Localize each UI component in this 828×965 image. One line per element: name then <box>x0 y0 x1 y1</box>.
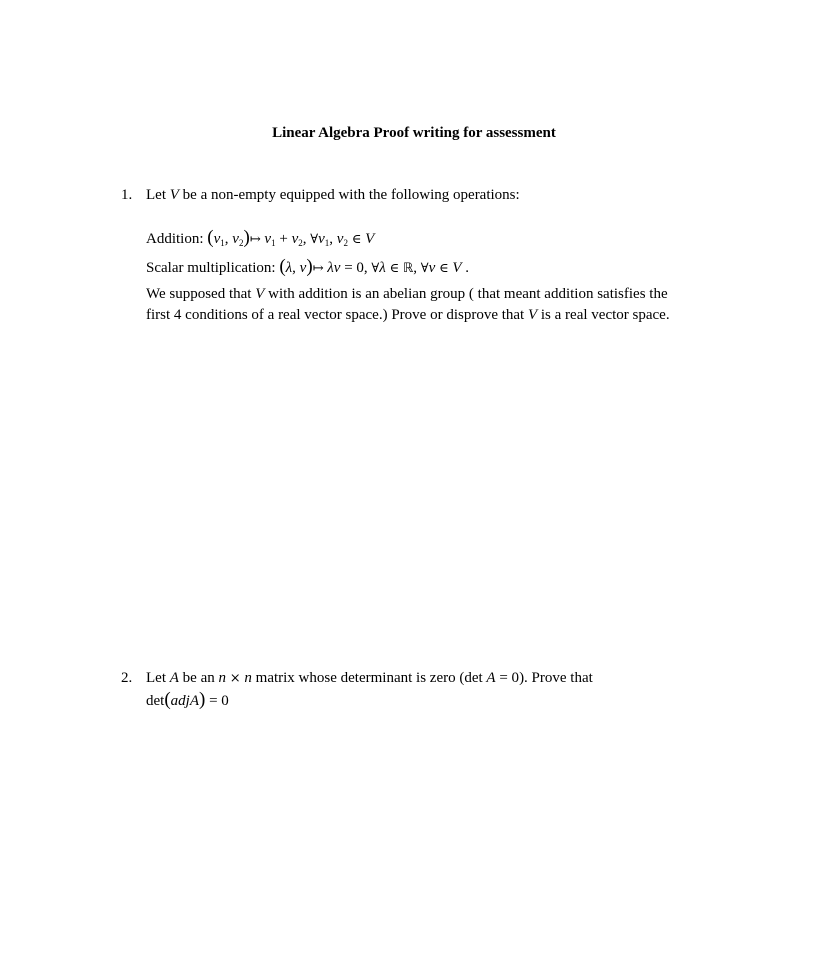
problem-1-body-line-2 <box>146 306 670 324</box>
scalar-label: Scalar multiplication: <box>146 260 276 276</box>
line-1-text-c: matrix whose determinant is zero ( <box>255 670 465 686</box>
det-adj-formula: det(adjA) = 0 <box>146 689 229 710</box>
problem-1-body-line-1 <box>146 285 668 303</box>
var-v: V <box>527 307 538 323</box>
addition-line <box>146 227 375 249</box>
addition-formula: ($v_1$, $v_2)↦$ $v_1 + v_2$, $\forall v_1$, $v_2$ ∈ V <box>207 227 375 248</box>
line-1-text-d: ). Prove that <box>519 670 593 686</box>
var-a: A <box>169 670 179 686</box>
body-line-1-text-a: We supposed that <box>146 286 252 302</box>
var-v: V <box>169 187 179 203</box>
problem-2-line-2 <box>146 689 229 710</box>
body-line-1-text-b: with addition is an abelian group ( that meant addition satisfies the <box>268 286 668 302</box>
det-condition: det A = 0 <box>464 670 520 686</box>
problem-1-number: 1. <box>121 187 133 203</box>
problem-1-intro <box>146 186 520 204</box>
matrix-dimension: n × n <box>218 670 252 686</box>
intro-text-a: Let <box>146 187 166 203</box>
page-title: Linear Algebra Proof writing for assessment <box>272 125 556 141</box>
scalar-line <box>146 256 470 278</box>
var-v: V <box>255 286 265 302</box>
body-line-2-text-b: is a real vector space. <box>540 307 670 323</box>
body-line-2-text-a: first 4 conditions of a real vector space.) Prove or disprove that <box>146 307 525 323</box>
problem-2-line-1 <box>146 669 593 688</box>
intro-text-b: be a non-empty equipped with the following operations: <box>182 187 520 203</box>
line-1-text-a: Let <box>146 670 166 686</box>
addition-label: Addition: <box>146 231 204 247</box>
problem-2-number: 2. <box>121 670 133 686</box>
line-1-text-b: be an <box>182 670 215 686</box>
scalar-formula: (λ, v)↦ λv = 0, ∀λ ∈ ℝ, ∀v ∈ V . <box>279 256 470 277</box>
